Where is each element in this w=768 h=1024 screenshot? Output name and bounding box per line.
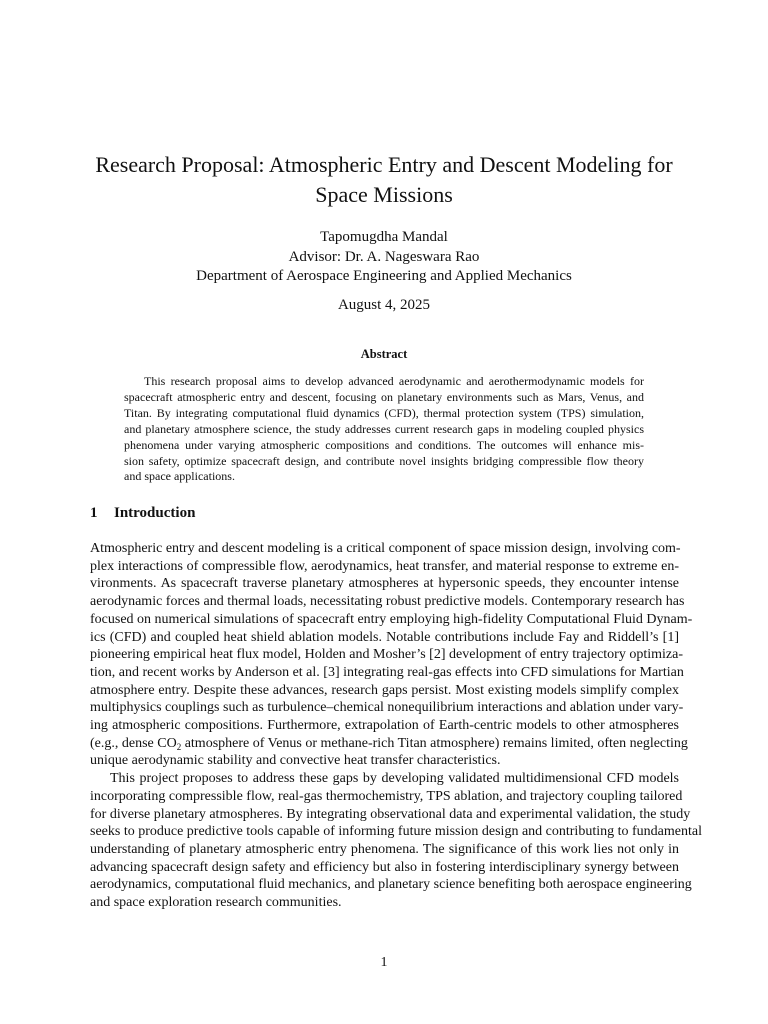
body-line: aerodynamic forces and thermal loads, necessitating robust predictive models. Contemporary research has — [90, 594, 685, 610]
body-line: seeks to produce predictive tools capable of informing future mission design and contributing to fundamental — [90, 824, 702, 840]
body-line: for diverse planetary atmospheres. By integrating observational data and experimental validation, the study — [90, 806, 691, 822]
abstract-line: sion safety, optimize spacecraft design, and contribute novel insights bridging compressible flow theory — [124, 453, 644, 468]
section-heading — [90, 505, 195, 522]
section-number: 1 — [90, 505, 98, 521]
abstract-line: spacecraft atmospheric entry and descent, focusing on planetary environments such as Mars, Venus, and — [124, 389, 644, 404]
abstract-line: and planetary atmosphere science, the study addresses current research gaps in modeling coupled physics — [124, 421, 644, 436]
abstract-line: phenomena under varying atmospheric compositions and conditions. The outcomes will enhance mis- — [124, 437, 644, 452]
co2-text-after: atmosphere of Venus or methane-rich Titan atmosphere) remains limited, often neglecting — [181, 735, 688, 751]
abstract-heading: Abstract — [360, 347, 408, 361]
paper-date: August 4, 2025 — [337, 297, 431, 313]
advisor-name: Advisor: Dr. A. Nageswara Rao — [288, 248, 480, 265]
body-line: Atmospheric entry and descent modeling is a critical component of space mission design, involving com- — [90, 541, 681, 556]
body-line: advancing spacecraft design safety and efficiency but also in fostering interdisciplinary synergy between — [90, 859, 679, 875]
abstract-line: This research proposal aims to develop advanced aerodynamic and aerothermodynamic models for — [144, 374, 644, 388]
body-line: aerodynamics, computational fluid mechanics, and planetary science benefiting both aerospace engineering — [90, 877, 692, 893]
body-line: incorporating compressible flow, real-gas thermochemistry, TPS ablation, and trajectory coupling tailored — [90, 788, 683, 804]
abstract-line: and space applications. — [124, 469, 235, 484]
department: Department of Aerospace Engineering and Applied Mechanics — [196, 268, 572, 284]
body-line: unique aerodynamic stability and convective heat transfer characteristics. — [90, 753, 501, 769]
body-line: focused on numerical simulations of spacecraft entry employing high-fidelity Computational Fluid Dynam- — [90, 611, 693, 627]
body-line: pioneering empirical heat flux model, Holden and Mosher’s [2] development of entry trajectory optimiza- — [90, 647, 683, 663]
body-line: multiphysics couplings such as turbulence–chemical nonequilibrium interactions and ablation under vary- — [90, 700, 684, 716]
section-title: Introduction — [114, 505, 196, 521]
author-block — [60, 228, 708, 287]
title-line: Space Missions — [315, 182, 453, 207]
body-line: This project proposes to address these gaps by developing validated multidimensional CFD models — [110, 771, 679, 787]
abstract-body — [124, 374, 644, 485]
body-line: plex interactions of compressible flow, aerodynamics, heat transfer, and material response to extreme en- — [90, 558, 679, 574]
body-line: atmosphere entry. Despite these advances, research gaps persist. Most existing models simplify complex — [90, 682, 679, 698]
paper-title — [60, 150, 708, 210]
body-line: and space exploration research communities. — [90, 895, 342, 911]
abstract-line: Titan. By integrating computational fluid dynamics (CFD), thermal protection system (TPS) simulation, — [124, 405, 644, 420]
body-line: vironments. As spacecraft traverse planetary atmospheres at hypersonic speeds, they encounter intense — [90, 576, 679, 592]
body-line: understanding of planetary atmospheric entry phenomena. The significance of this work lies not only in — [90, 841, 679, 857]
introduction-body — [90, 540, 702, 912]
author-name: Tapomugdha Mandal — [320, 229, 448, 245]
page-number: 1 — [380, 955, 388, 970]
body-line: tion, and recent works by Anderson et al. [3] integrating real-gas effects into CFD simulations for Martian — [90, 664, 684, 680]
co2-text-before: (e.g., dense CO — [90, 735, 177, 751]
body-line: ing atmospheric compositions. Furthermore, extrapolation of Earth-centric models to other atmospheres — [90, 718, 679, 734]
body-line: ics (CFD) and coupled heat shield ablation models. Notable contributions include Fay and Riddell’s [1] — [90, 629, 679, 645]
co2-subscript: 2 — [176, 741, 182, 752]
body-line-co2 — [90, 735, 688, 753]
title-line: Research Proposal: Atmospheric Entry and Descent Modeling for — [95, 152, 673, 177]
